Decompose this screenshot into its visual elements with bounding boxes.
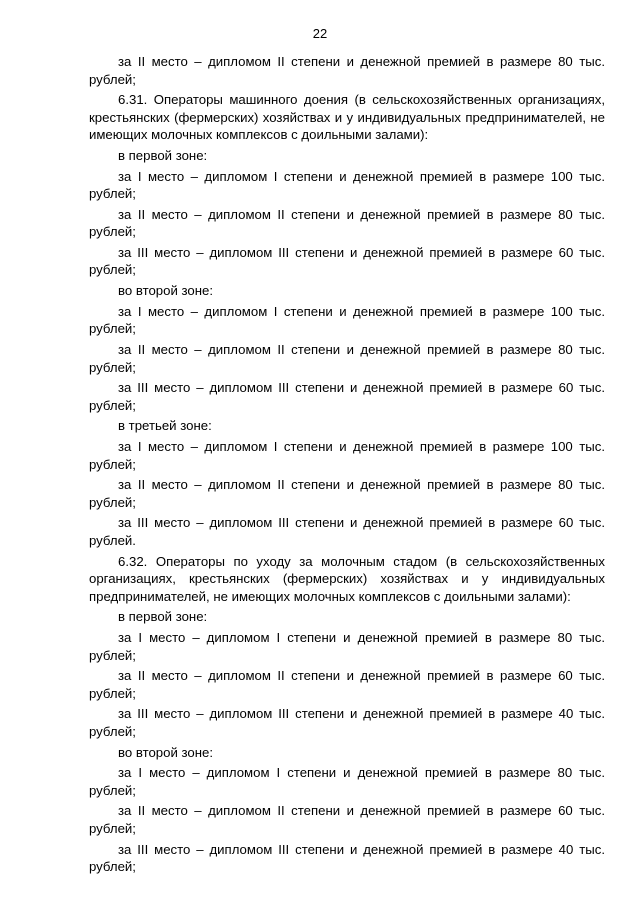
award-item: за I место – дипломом I степени и денежной премией в размере 100 тыс. рублей;	[89, 168, 605, 202]
zone-heading: в третьей зоне:	[118, 418, 212, 434]
document-body	[89, 53, 605, 879]
award-item: за II место – дипломом II степени и денежной премией в размере 80 тыс. рублей;	[89, 477, 605, 510]
award-item: за II место – дипломом II степени и денежной премией в размере 60 тыс. рублей;	[89, 803, 605, 836]
award-item: за II место – дипломом II степени и денежной премией в размере 80 тыс. рублей;	[89, 206, 605, 240]
zone-heading: во второй зоне:	[118, 744, 214, 760]
zone-heading: в первой зоне:	[118, 147, 208, 163]
zone-heading: во второй зоне:	[118, 283, 214, 299]
award-item: за III место – дипломом III степени и денежной премией в размере 60 тыс. рублей.	[89, 515, 605, 548]
page-number: 22	[312, 26, 328, 41]
award-item: за III место – дипломом III степени и денежной премией в размере 60 тыс. рублей;	[89, 244, 605, 278]
award-item: за III место – дипломом III степени и денежной премией в размере 40 тыс. рублей;	[89, 841, 605, 875]
award-item: за I место – дипломом I степени и денежной премией в размере 80 тыс. рублей;	[89, 630, 605, 663]
award-item: за II место – дипломом II степени и денежной премией в размере 60 тыс. рублей;	[89, 668, 605, 701]
award-item: за III место – дипломом III степени и денежной премией в размере 40 тыс. рублей;	[89, 706, 605, 739]
award-item: за I место – дипломом I степени и денежной премией в размере 100 тыс. рублей;	[89, 439, 605, 472]
clause-6-31: 6.31. Операторы машинного доения (в сельскохозяйственных организациях, крестьянских (фермерских) хозяйствах и у индивидуальных предпринимателей, не имеющих молочных комплексов с доильными залами):	[89, 92, 605, 143]
award-item: за I место – дипломом I степени и денежной премией в размере 80 тыс. рублей;	[89, 765, 605, 798]
award-item: за III место – дипломом III степени и денежной премией в размере 60 тыс. рублей;	[89, 380, 605, 413]
award-item: за II место – дипломом II степени и денежной премией в размере 80 тыс. рублей;	[89, 342, 605, 375]
zone-heading: в первой зоне:	[118, 609, 208, 625]
clause-6-32: 6.32. Операторы по уходу за молочным стадом (в сельскохозяйственных организациях, крестьянских (фермерских) хозяйствах и у индивидуальных предпринимателей, не имеющих молочных комплексов с доильными залами):	[89, 553, 605, 604]
award-item: за I место – дипломом I степени и денежной премией в размере 100 тыс. рублей;	[89, 303, 605, 337]
award-item: за II место – дипломом II степени и денежной премией в размере 80 тыс. рублей;	[89, 54, 605, 87]
